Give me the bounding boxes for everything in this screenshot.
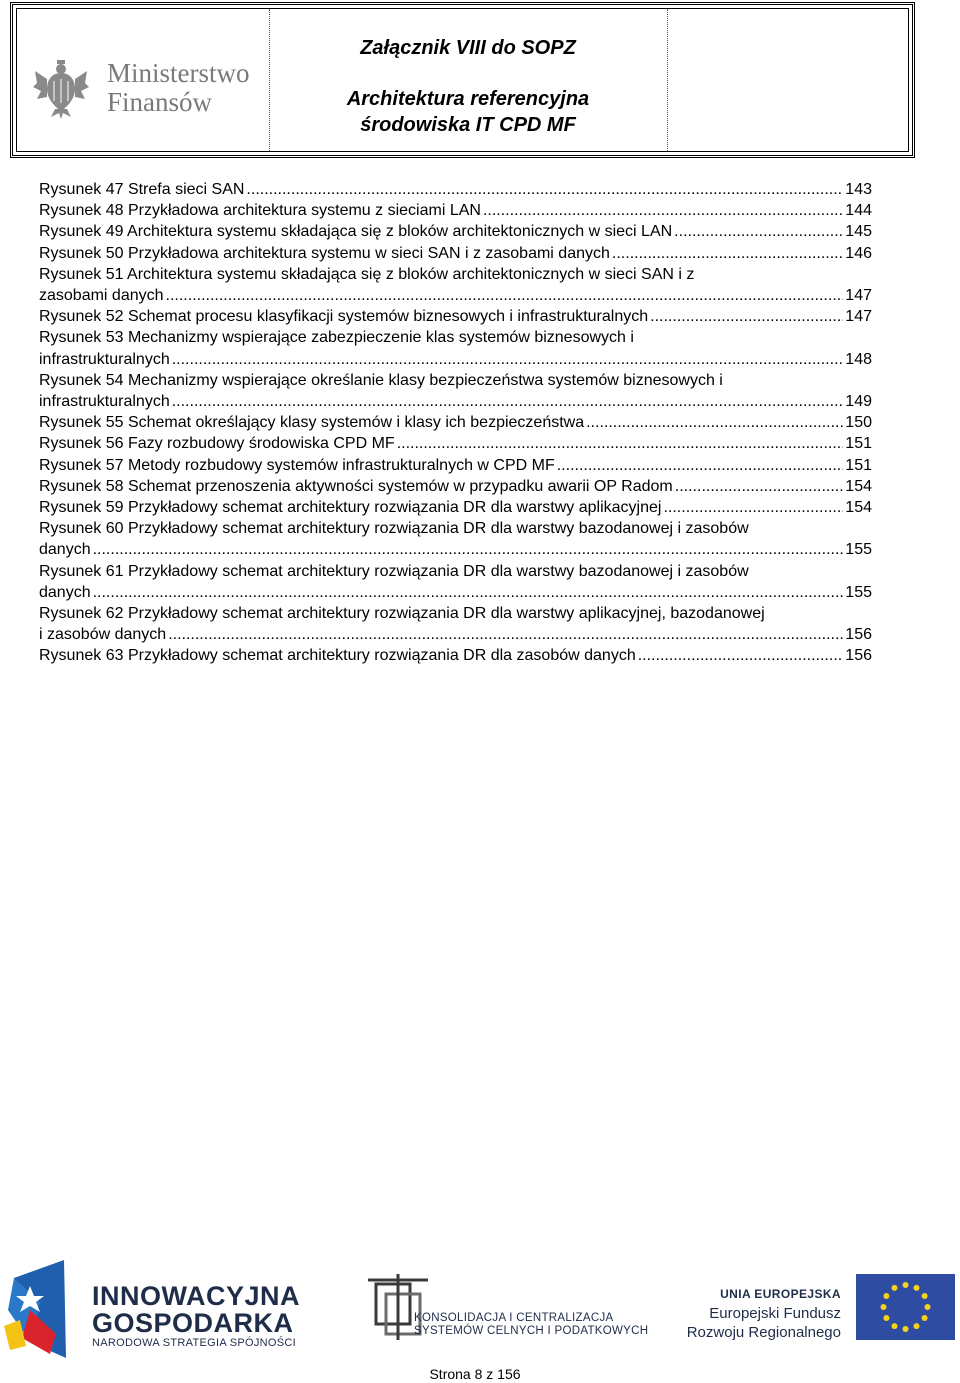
- toc-entry[interactable]: [39, 221, 872, 242]
- toc-page-number: 154: [845, 477, 872, 495]
- ministry-logo-text: [107, 59, 250, 117]
- eu-star-icon: [883, 1315, 889, 1321]
- toc-page-number: 156: [845, 626, 872, 644]
- eu-star-icon: [914, 1285, 920, 1291]
- toc-entry-text: infrastrukturalnych: [39, 350, 170, 368]
- dot-leader: [168, 624, 843, 645]
- document-header: [10, 2, 915, 158]
- eu-star-icon: [922, 1293, 928, 1299]
- toc-entry[interactable]: [39, 476, 872, 497]
- toc-page-number: 149: [845, 393, 872, 411]
- ue-line-3: Rozwoju Regionalnego: [686, 1324, 841, 1341]
- toc-page-number: 144: [845, 202, 872, 220]
- dot-leader: [663, 497, 843, 518]
- toc-entry-text: Rysunek 50 Przykładowa architektura systemu w sieci SAN i z zasobami danych: [39, 244, 610, 262]
- toc-page-number: 150: [845, 414, 872, 432]
- toc-page-number: 156: [845, 647, 872, 665]
- toc-entry[interactable]: [39, 306, 872, 327]
- eu-star-icon: [892, 1285, 898, 1291]
- toc-entry-row: [39, 306, 872, 327]
- ig-subtitle: NARODOWA STRATEGIA SPÓJNOŚCI: [92, 1337, 296, 1349]
- toc-entry-row: [39, 200, 872, 221]
- toc-entry[interactable]: [39, 264, 872, 306]
- toc-entry-text: Rysunek 62 Przykładowy schemat architektury rozwiązania DR dla warstwy aplikacyjnej, bazodanowej: [39, 605, 765, 623]
- dot-leader: [674, 221, 843, 242]
- toc-entry-text: Rysunek 51 Architektura systemu składająca się z bloków architektonicznych w sieci SAN i z: [39, 265, 695, 283]
- header-table: [16, 8, 909, 152]
- toc-entry-text: Rysunek 59 Przykładowy schemat architektury rozwiązania DR dla warstwy aplikacyjnej: [39, 499, 662, 517]
- header-empty-cell: [667, 9, 908, 151]
- toc-entry[interactable]: [39, 412, 872, 433]
- document-title-line-1: Architektura referencyjna: [346, 88, 590, 110]
- toc-entry-row: [39, 645, 872, 666]
- toc-page-number: 155: [845, 583, 872, 601]
- eagle-emblem-icon: [33, 57, 89, 119]
- kc-line-1: KONSOLIDACJA I CENTRALIZACJA: [414, 1312, 614, 1324]
- dot-leader: [166, 285, 844, 306]
- toc-entry-text: Rysunek 63 Przykładowy schemat architektury rozwiązania DR dla zasobów danych: [39, 647, 636, 665]
- toc-entry[interactable]: [39, 603, 872, 645]
- toc-entry-row: [39, 391, 872, 412]
- toc-page-number: 154: [845, 499, 872, 517]
- toc-entry-text: Rysunek 48 Przykładowa architektura systemu z sieciami LAN: [39, 202, 481, 220]
- toc-entry-text: Rysunek 52 Schemat procesu klasyfikacji systemów biznesowych i infrastrukturalnych: [39, 308, 649, 326]
- toc-entry-row: [39, 285, 872, 306]
- toc-entry-text: infrastrukturalnych: [39, 393, 170, 411]
- toc-entry-text: Rysunek 61 Przykładowy schemat architektury rozwiązania DR dla warstwy bazodanowej i zasobów: [39, 562, 749, 580]
- ministry-of-finance-logo: [33, 53, 263, 123]
- toc-entry[interactable]: [39, 497, 872, 518]
- toc-entry-row: [39, 243, 872, 264]
- innowacyjna-gospodarka-text: [92, 1283, 300, 1337]
- toc-page-number: 148: [845, 350, 872, 368]
- toc-page-number: 151: [845, 456, 872, 474]
- dot-leader: [586, 412, 843, 433]
- toc-entry[interactable]: [39, 645, 872, 666]
- toc-entry[interactable]: [39, 370, 872, 412]
- eu-star-icon: [881, 1304, 887, 1310]
- header-title-cell: [269, 9, 668, 151]
- toc-entry-text: Rysunek 49 Architektura systemu składająca się z bloków architektonicznych w sieci LAN: [39, 223, 673, 241]
- eu-star-icon: [914, 1323, 920, 1329]
- toc-entry-text: Rysunek 47 Strefa sieci SAN: [39, 181, 245, 198]
- dot-leader: [675, 476, 844, 497]
- toc-page-number: 143: [845, 181, 872, 198]
- eu-flag-icon: [856, 1274, 955, 1340]
- innowacyjna-gospodarka-logo-icon: [4, 1260, 66, 1358]
- dot-leader: [557, 455, 844, 476]
- toc-page-number: 147: [845, 308, 872, 326]
- toc-page-number: 155: [845, 541, 872, 559]
- eu-star-icon: [903, 1282, 909, 1288]
- toc-entry-text: Rysunek 60 Przykładowy schemat architektury rozwiązania DR dla warstwy bazodanowej i zasobów: [39, 520, 749, 538]
- toc-entry-row: [39, 624, 872, 645]
- eu-fund-text: [686, 1285, 841, 1342]
- dot-leader: [638, 645, 844, 666]
- page-number: Strona 8 z 156: [429, 1366, 521, 1382]
- toc-entry-text: Rysunek 57 Metody rozbudowy systemów infrastrukturalnych w CPD MF: [39, 456, 555, 474]
- toc-entry-row: [39, 433, 872, 454]
- toc-page-number: 145: [845, 223, 872, 241]
- ig-line-1: INNOWACYJNA: [92, 1281, 301, 1311]
- dot-leader: [172, 391, 844, 412]
- dot-leader: [650, 306, 843, 327]
- toc-entry-row: [39, 179, 872, 200]
- logo-line-1: Ministerstwo: [107, 58, 250, 88]
- document-title-line-2: środowiska IT CPD MF: [360, 114, 576, 136]
- table-of-figures: [39, 179, 872, 667]
- toc-entry-text: Rysunek 56 Fazy rozbudowy środowiska CPD MF: [39, 435, 395, 453]
- toc-entry-text: danych: [39, 541, 91, 559]
- toc-page-number: 146: [845, 244, 872, 262]
- eu-star-icon: [925, 1304, 931, 1310]
- toc-entry-text: Rysunek 55 Schemat określający klasy systemów i klasy ich bezpieczeństwa: [39, 414, 585, 432]
- toc-entry-text: Rysunek 53 Mechanizmy wspierające zabezpieczenie klas systemów biznesowych i: [39, 329, 634, 347]
- toc-entry-text: i zasobów danych: [39, 626, 167, 644]
- toc-entry-row: [39, 412, 872, 433]
- eu-star-icon: [903, 1326, 909, 1332]
- toc-entry[interactable]: [39, 433, 872, 454]
- toc-entry-row: [39, 221, 872, 242]
- toc-entry-text: Rysunek 54 Mechanizmy wspierające określanie klasy bezpieczeństwa systemów biznesowych i: [39, 371, 723, 389]
- toc-entry[interactable]: [39, 200, 872, 221]
- attachment-title: Załącznik VIII do SOPZ: [360, 37, 576, 59]
- toc-entry[interactable]: [39, 518, 872, 560]
- toc-entry-row: [39, 476, 872, 497]
- ig-line-2: GOSPODARKA: [92, 1308, 294, 1338]
- ue-line-2: Europejski Fundusz: [709, 1305, 841, 1322]
- toc-entry-row: [39, 497, 872, 518]
- toc-entry-text: Rysunek 58 Schemat przenoszenia aktywności systemów w przypadku awarii OP Radom: [39, 477, 673, 495]
- dot-leader: [246, 179, 843, 200]
- dot-leader: [93, 582, 844, 603]
- eu-star-icon: [883, 1293, 889, 1299]
- toc-entry-row: [39, 349, 872, 370]
- dot-leader: [397, 433, 844, 454]
- dot-leader: [93, 539, 844, 560]
- toc-entry-row: [39, 582, 872, 603]
- ue-line-1: UNIA EUROPEJSKA: [720, 1287, 841, 1301]
- toc-entry[interactable]: [39, 179, 872, 200]
- toc-entry-row: [39, 539, 872, 560]
- toc-entry[interactable]: [39, 243, 872, 264]
- toc-entry-row: [39, 455, 872, 476]
- toc-entry-text: danych: [39, 583, 91, 601]
- dot-leader: [172, 349, 844, 370]
- toc-entry[interactable]: [39, 561, 872, 603]
- header-logo-cell: [17, 9, 270, 151]
- logo-line-2: Finansów: [107, 87, 213, 117]
- dot-leader: [612, 243, 843, 264]
- dot-leader: [483, 200, 843, 221]
- konsolidacja-text: [414, 1312, 648, 1338]
- toc-page-number: 151: [845, 435, 872, 453]
- toc-page-number: 147: [845, 287, 872, 305]
- eu-star-icon: [892, 1323, 898, 1329]
- toc-entry-text: zasobami danych: [39, 287, 164, 305]
- eu-star-icon: [922, 1315, 928, 1321]
- toc-entry[interactable]: [39, 455, 872, 476]
- kc-line-2: SYSTEMÓW CELNYCH I PODATKOWYCH: [414, 1325, 649, 1337]
- toc-entry[interactable]: [39, 327, 872, 369]
